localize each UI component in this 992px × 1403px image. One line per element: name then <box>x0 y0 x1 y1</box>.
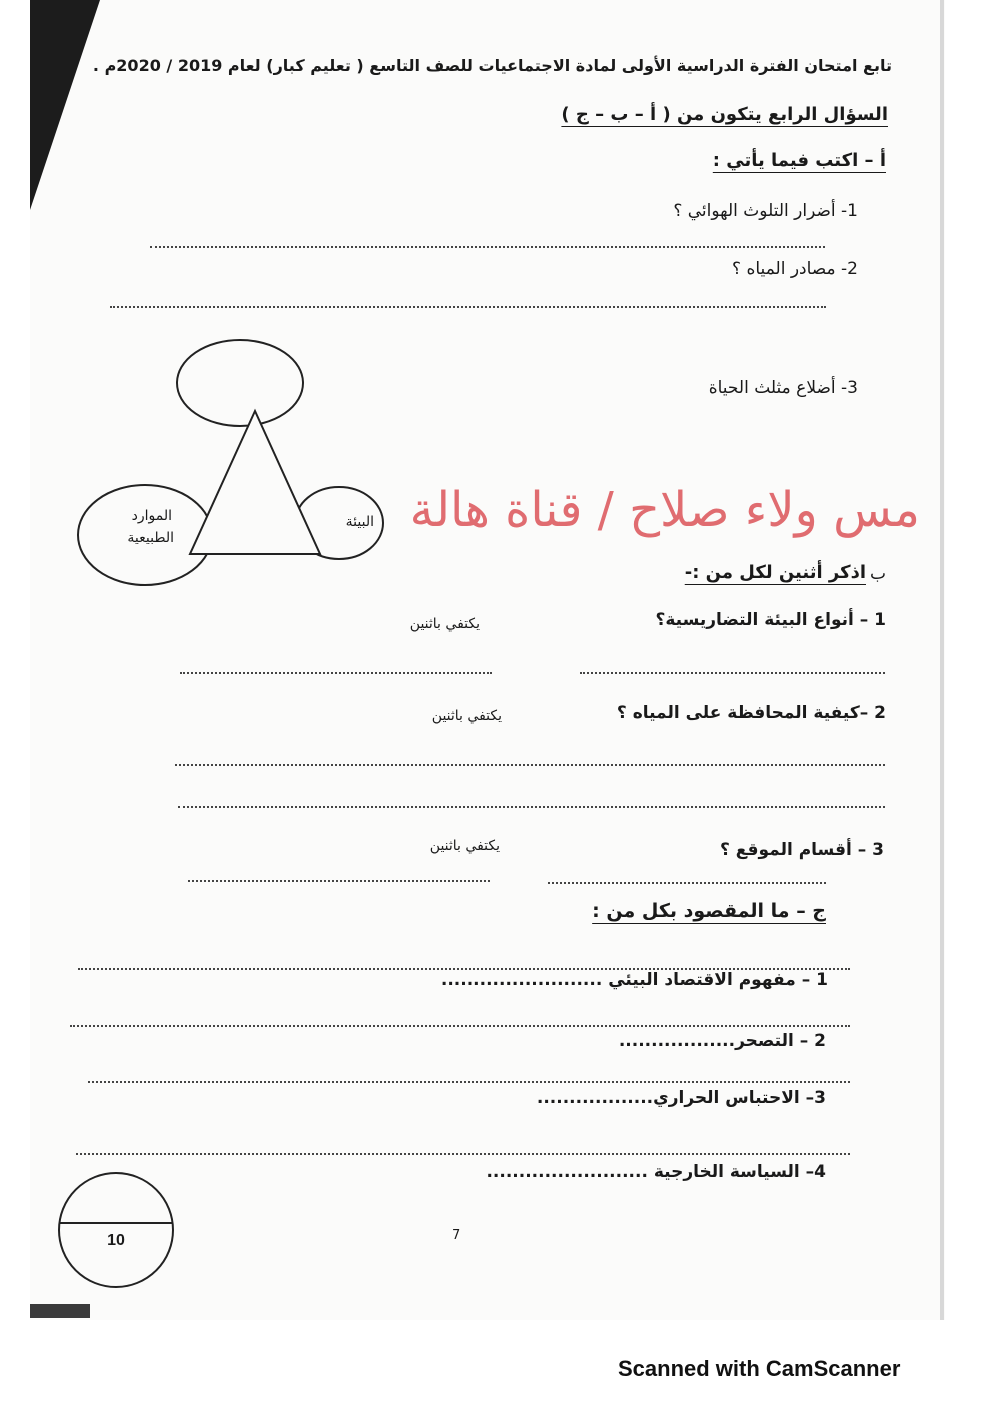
exam-page <box>30 0 945 1320</box>
answer-line <box>580 672 885 674</box>
page-number: 7 <box>452 1228 461 1243</box>
diagram-label-environment: البيئة <box>345 514 374 530</box>
part-a-item-1: 1- أضرار التلوث الهوائي ؟ <box>673 201 858 221</box>
answer-line <box>150 246 825 248</box>
page-right-edge <box>940 0 944 1320</box>
score-circle <box>58 1172 174 1288</box>
score-divider <box>60 1222 172 1224</box>
part-c-item-4: 4– السياسة الخارجية ......................... <box>486 1162 826 1182</box>
part-a-title: أ – اكتب فيما يأتي : <box>712 150 886 171</box>
part-c-item-3: 3– الاحتباس الحراري.................. <box>536 1088 826 1108</box>
answer-line <box>175 764 885 766</box>
answer-line <box>178 806 885 808</box>
part-b-item-3-note: يكتفي باثنين <box>429 838 500 854</box>
diagram-label-natural-resources-1: الموارد <box>131 508 172 524</box>
part-c-item-2: 2 – التصحر.................. <box>618 1031 826 1051</box>
page-fold-shadow <box>30 0 100 210</box>
part-a-item-2: 2- مصادر المياه ؟ <box>732 259 858 279</box>
answer-line <box>548 882 826 884</box>
part-c-item-1: 1 – مفهوم الاقتصاد البيئي ......................... <box>440 970 828 990</box>
part-c-title: ج – ما المقصود بكل من : <box>592 900 826 922</box>
triangle-of-life-diagram <box>75 335 415 595</box>
part-b-item-3: 3 – أقسام الموقع ؟ <box>720 840 884 860</box>
part-a-item-3: 3- أضلاع مثلث الحياة <box>708 378 858 398</box>
part-b-title: اذكر أثنين لكل من :- <box>684 562 866 583</box>
watermark-text: مس ولاء صلاح / قناة هالة <box>409 482 920 538</box>
part-b-prefix: ب <box>869 564 886 584</box>
answer-line <box>88 1081 850 1083</box>
score-value: 10 <box>107 1232 125 1249</box>
scanner-footer: Scanned with CamScanner <box>618 1356 901 1381</box>
answer-line <box>76 1153 850 1155</box>
answer-line <box>110 306 826 308</box>
part-b-item-2-note: يكتفي باثنين <box>431 708 502 724</box>
question-title: السؤال الرابع يتكون من ( أ – ب – ج ) <box>561 104 888 125</box>
diagram-label-natural-resources-2: الطبيعية <box>127 530 174 546</box>
answer-line <box>70 1025 850 1027</box>
answer-line <box>180 672 492 674</box>
page-bottom-edge <box>30 1304 90 1318</box>
exam-header: تابع امتحان الفترة الدراسية الأولى لمادة الاجتماعيات للصف التاسع ( تعليم كبار) لعام 2019 / 2020م . <box>92 56 892 75</box>
part-b-item-2: 2 –كيفية المحافظة على المياه ؟ <box>616 703 886 723</box>
life-triangle <box>190 411 320 554</box>
answer-line <box>188 880 490 882</box>
part-b-item-1: 1 – أنواع البيئة التضاريسية؟ <box>655 610 886 630</box>
top-ellipse <box>177 340 303 426</box>
part-b-item-1-note: يكتفي باثنين <box>409 616 480 632</box>
